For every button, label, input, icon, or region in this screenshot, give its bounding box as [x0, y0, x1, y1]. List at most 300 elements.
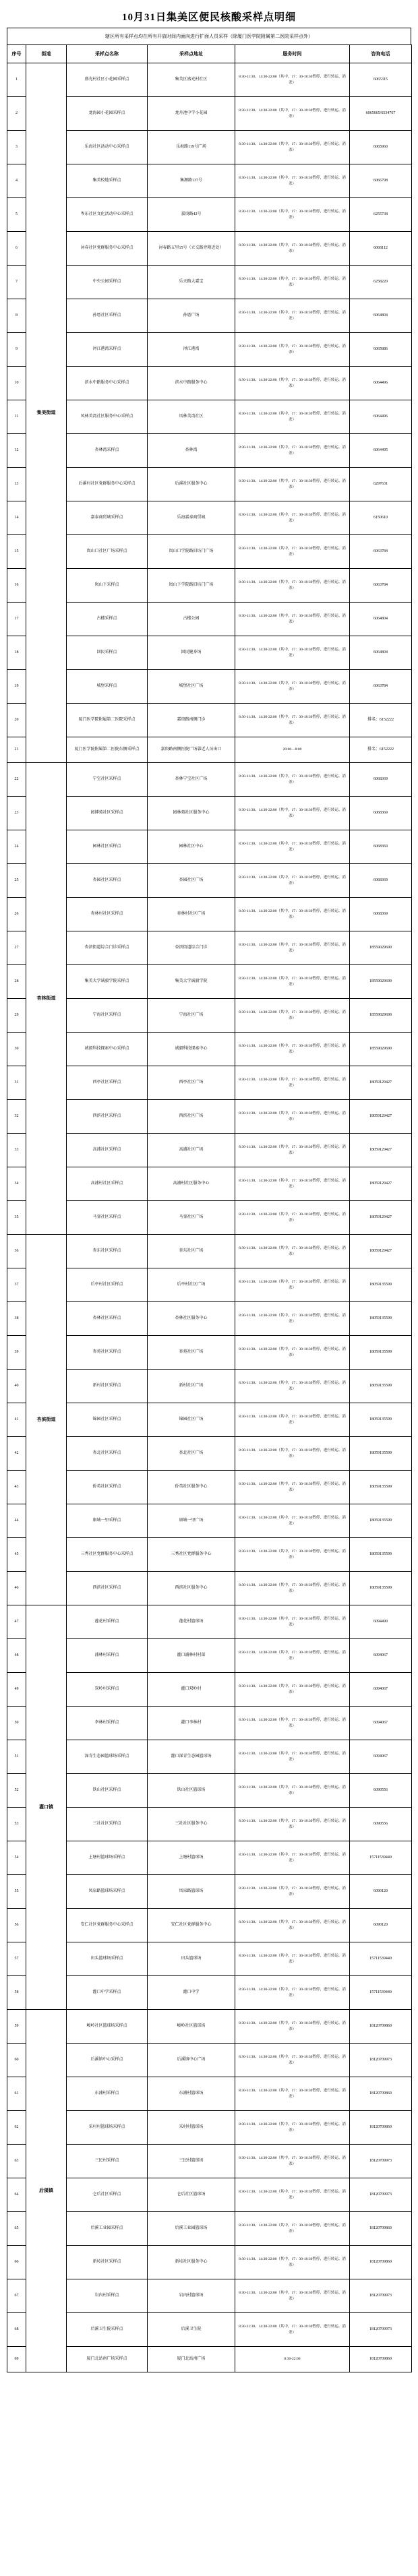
service-time: 8:30-11:30、14:30-22:00（其中，17：30-18:30暂停，进行转运、消杀） — [235, 670, 350, 704]
service-time: 8:30-22:00 — [235, 2347, 350, 2372]
row-number: 60 — [7, 2044, 26, 2077]
table-row — [7, 2111, 412, 2145]
row-number: 65 — [7, 2212, 26, 2246]
table-row — [7, 1100, 412, 1134]
table-row — [7, 1033, 412, 1066]
service-time: 8:30-11:30、14:30-22:00（其中，17：30-18:30暂停，进行转运、消杀） — [235, 468, 350, 501]
site-name: 上塘村篮球场采样点 — [67, 1841, 148, 1875]
table-row — [7, 603, 412, 636]
service-time: 8:30-11:30、14:30-22:00（其中，17：30-18:30暂停，进行转运、消杀） — [235, 704, 350, 737]
row-number: 36 — [7, 1235, 26, 1268]
service-time: 8:30-11:30、14:30-22:00（其中，17：30-18:30暂停，进行转运、消杀） — [235, 501, 350, 535]
phone-number: 6094490 — [350, 1605, 412, 1639]
col-header-phone: 咨询电话 — [350, 45, 412, 63]
phone-number: 6068112 — [350, 232, 412, 266]
phone-number: 18059129427 — [350, 1066, 412, 1100]
table-row — [7, 830, 412, 864]
table-row — [7, 1909, 412, 1942]
service-time: 8:30-11:30、14:30-22:00（其中，17：30-18:30暂停，进行转运、消杀） — [235, 1235, 350, 1268]
site-address: 岩内村篮球场 — [148, 2279, 235, 2313]
row-number: 28 — [7, 965, 26, 999]
table-row — [7, 468, 412, 501]
table-row — [7, 797, 412, 830]
row-number: 21 — [7, 737, 26, 763]
site-name: 后溪卫生院采样点 — [67, 2313, 148, 2347]
table-row — [7, 2178, 412, 2212]
table-row — [7, 1774, 412, 1808]
service-time: 8:30-11:30、14:30-22:00（其中，17：30-18:30暂停，进行转运、消杀） — [235, 2145, 350, 2178]
phone-number: 18559029690 — [350, 931, 412, 965]
site-name: 岩内村采样点 — [67, 2279, 148, 2313]
phone-number: 18120709860 — [350, 2246, 412, 2279]
service-time: 8:30-11:30、14:30-22:00（其中，17：30-18:30暂停，进行转运、消杀） — [235, 1100, 350, 1134]
table-row — [7, 864, 412, 898]
table-row — [7, 737, 412, 763]
table-row — [7, 1134, 412, 1167]
site-address: 杏苑社区广场 — [148, 1336, 235, 1370]
row-number: 37 — [7, 1268, 26, 1302]
site-name: 嘉泰商贸城采样点 — [67, 501, 148, 535]
table-row — [7, 1235, 412, 1268]
row-number: 7 — [7, 266, 26, 299]
site-address: 园林苑社区服务中心 — [148, 797, 235, 830]
table-body — [7, 63, 412, 2372]
site-name: 李林村采样点 — [67, 1707, 148, 1740]
table-row — [7, 97, 412, 131]
site-name: 峻岭社区篮球场采样点 — [67, 2010, 148, 2044]
service-time: 8:30-11:30、14:30-22:00（其中，17：30-18:30暂停，进行转运、消杀） — [235, 1437, 350, 1471]
phone-number: 18059129427 — [350, 1235, 412, 1268]
site-name: 安仁社区党群服务中心采样点 — [67, 1909, 148, 1942]
site-address: 后溪镇中心广场 — [148, 2044, 235, 2077]
site-name: 康城一里采样点 — [67, 1504, 148, 1538]
site-address: 仑后社区篮球场 — [148, 2178, 235, 2212]
site-address: 锦园社区广场 — [148, 1403, 235, 1437]
row-number: 10 — [7, 367, 26, 400]
site-address: 马銮社区广场 — [148, 1201, 235, 1235]
table-row — [7, 266, 412, 299]
site-address: 后溪社区服务中心 — [148, 468, 235, 501]
table-row — [7, 131, 412, 164]
street-name: 后溪镇 — [26, 2010, 67, 2372]
site-address: 园林社区中心 — [148, 830, 235, 864]
site-address: 杏林宁宝社区广场 — [148, 763, 235, 797]
service-time: 8:30-11:30、14:30-22:00（其中，17：30-18:30暂停，进行转运、消杀） — [235, 898, 350, 931]
row-number: 27 — [7, 931, 26, 965]
table-row — [7, 333, 412, 367]
site-name: 厦门医学院附属第二医院采样点 — [67, 704, 148, 737]
site-address: 西滨社区广场 — [148, 1100, 235, 1134]
row-number: 54 — [7, 1841, 26, 1875]
site-address: 岚山口学院路旧坊门广场 — [148, 535, 235, 569]
row-number: 29 — [7, 999, 26, 1033]
site-address: 杏北社区广场 — [148, 1437, 235, 1471]
phone-number: 6094067 — [350, 1707, 412, 1740]
site-address: 莲花村篮球场 — [148, 1605, 235, 1639]
phone-number: 6068369 — [350, 898, 412, 931]
site-address: 杏滨街道综合门诊 — [148, 931, 235, 965]
phone-number: 18059135599 — [350, 1504, 412, 1538]
site-name: 厦门北站南广场采样点 — [67, 2347, 148, 2372]
table-row — [7, 434, 412, 468]
row-number: 16 — [7, 569, 26, 603]
row-number: 53 — [7, 1808, 26, 1841]
row-number: 18 — [7, 636, 26, 670]
service-time: 8:30-11:30、14:30-22:00（其中，17：30-18:30暂停，进行转运、消杀） — [235, 232, 350, 266]
row-number: 43 — [7, 1471, 26, 1504]
site-name: 杏苑社区采样点 — [67, 1336, 148, 1370]
table-row — [7, 1471, 412, 1504]
table-row — [7, 1875, 412, 1909]
phone-number: 6090556 — [350, 1774, 412, 1808]
phone-number: 6090556 — [350, 1808, 412, 1841]
table-row — [7, 1302, 412, 1336]
table-row — [7, 2010, 412, 2044]
site-address: 三社社区服务中心 — [148, 1808, 235, 1841]
phone-number: 6297631 — [350, 468, 412, 501]
phone-number: 18059135599 — [350, 1403, 412, 1437]
table-row — [7, 965, 412, 999]
row-number: 56 — [7, 1909, 26, 1942]
service-time: 8:30-11:30、14:30-22:00（其中，17：30-18:30暂停，进行转运、消杀） — [235, 603, 350, 636]
row-number: 40 — [7, 1370, 26, 1403]
table-row — [7, 999, 412, 1033]
row-number: 13 — [7, 468, 26, 501]
service-time: 8:30-11:30、14:30-22:00（其中，17：30-18:30暂停，进行转运、消杀） — [235, 1201, 350, 1235]
phone-number: 18120709973 — [350, 2178, 412, 2212]
row-number: 19 — [7, 670, 26, 704]
phone-number: 18120709973 — [350, 2145, 412, 2178]
service-time: 8:30-11:30、14:30-22:00（其中，17：30-18:30暂停，进行转运、消杀） — [235, 1673, 350, 1707]
row-number: 46 — [7, 1572, 26, 1605]
site-address: 回民健身场 — [148, 636, 235, 670]
table-row — [7, 164, 412, 198]
site-address: 新垵社区服务中心 — [148, 2246, 235, 2279]
service-time: 8:30-11:30、14:30-22:00（其中，17：30-18:30暂停，进行转运、消杀） — [235, 367, 350, 400]
table-row — [7, 1538, 412, 1572]
phone-number: 6068369 — [350, 797, 412, 830]
table-row — [7, 1403, 412, 1437]
phone-number: 6063784 — [350, 535, 412, 569]
row-number: 20 — [7, 704, 26, 737]
service-time: 8:30-11:30、14:30-22:00（其中，17：30-18:30暂停，进行转运、消杀） — [235, 931, 350, 965]
row-number: 26 — [7, 898, 26, 931]
site-name: 滨水中路服务中心采样点 — [67, 367, 148, 400]
phone-number: 18120709860 — [350, 2111, 412, 2145]
table-row — [7, 1268, 412, 1302]
site-address: 铁山社区篮球场 — [148, 1774, 235, 1808]
table-row — [7, 1942, 412, 1976]
service-time: 8:30-11:30、14:30-22:00（其中，17：30-18:30暂停，进行转运、消杀） — [235, 299, 350, 333]
site-name: 后亭村社区采样点 — [67, 1268, 148, 1302]
phone-number: 18059129427 — [350, 1100, 412, 1134]
service-time: 8:30-11:30、14:30-22:00（其中，17：30-18:30暂停，进行转运、消杀） — [235, 2044, 350, 2077]
site-address: 灌口李林村 — [148, 1707, 235, 1740]
site-address: 峻岭社区篮球场 — [148, 2010, 235, 2044]
site-name: 西亭社区采样点 — [67, 1066, 148, 1100]
service-time: 8:30-11:30、14:30-22:00（其中，17：30-18:30暂停，进行转运、消杀） — [235, 1268, 350, 1302]
service-time: 8:30-11:30、14:30-22:00（其中，17：30-18:30暂停，进行转运、消杀） — [235, 1134, 350, 1167]
site-address: 乐天路大嘉宝 — [148, 266, 235, 299]
site-name: 后溪村社区党群服务中心采样点 — [67, 468, 148, 501]
row-number: 32 — [7, 1100, 26, 1134]
site-name: 乐海社区活动中心采样点 — [67, 131, 148, 164]
row-number: 61 — [7, 2077, 26, 2111]
site-address: 康城一里广场 — [148, 1504, 235, 1538]
service-time: 8:30-11:30、14:30-22:00（其中，17：30-18:30暂停，进行转运、消杀） — [235, 1538, 350, 1572]
table-row — [7, 1437, 412, 1471]
site-name: 浔江港湾采样点 — [67, 333, 148, 367]
phone-number: 6094067 — [350, 1740, 412, 1774]
site-address: 三民村篮球场 — [148, 2145, 235, 2178]
site-address: 后溪卫生院 — [148, 2313, 235, 2347]
site-address: 后亭村社区广场 — [148, 1268, 235, 1302]
site-address: 杏林村社区广场 — [148, 898, 235, 931]
service-time: 8:30-11:30、14:30-22:00（其中，17：30-18:30暂停，进行转运、消杀） — [235, 2178, 350, 2212]
phone-number: 6094067 — [350, 1673, 412, 1707]
site-name: 侨英社区采样点 — [67, 1471, 148, 1504]
row-number: 41 — [7, 1403, 26, 1437]
street-name: 集美街道 — [26, 63, 67, 763]
phone-number: 6094067 — [350, 1639, 412, 1673]
service-time: 20:00—8:00 — [235, 737, 350, 763]
site-name: 杏林湾采样点 — [67, 434, 148, 468]
service-time: 8:30-11:30、14:30-22:00（其中，17：30-18:30暂停，进行转运、消杀） — [235, 1605, 350, 1639]
site-address: 嘉庚路42号 — [148, 198, 235, 232]
phone-number: 6090120 — [350, 1909, 412, 1942]
table-row — [7, 299, 412, 333]
table-row — [7, 535, 412, 569]
row-number: 64 — [7, 2178, 26, 2212]
table-header-row — [7, 45, 412, 63]
phone-number: 6090120 — [350, 1875, 412, 1909]
row-number: 3 — [7, 131, 26, 164]
service-time: 8:30-11:30、14:30-22:00（其中，17：30-18:30暂停，进行转运、消杀） — [235, 830, 350, 864]
row-number: 1 — [7, 63, 26, 97]
site-name: 凤林美湾社区服务中心采样点 — [67, 400, 148, 434]
phone-number: 18120709973 — [350, 2279, 412, 2313]
service-time: 8:30-11:30、14:30-22:00（其中，17：30-18:30暂停，进行转运、消杀） — [235, 1740, 350, 1774]
service-time: 8:30-11:30、14:30-22:00（其中，17：30-18:30暂停，进行转运、消杀） — [235, 636, 350, 670]
site-address: 孙厝广场 — [148, 299, 235, 333]
service-time: 8:30-11:30、14:30-22:00（其中，17：30-18:30暂停，进行转运、消杀） — [235, 1942, 350, 1976]
phone-number: 6065315 — [350, 63, 412, 97]
table-row — [7, 2212, 412, 2246]
phone-number: 18559029690 — [350, 965, 412, 999]
row-number: 48 — [7, 1639, 26, 1673]
site-name: 岚山下采样点 — [67, 569, 148, 603]
site-name: 凤泉路篮球场采样点 — [67, 1875, 148, 1909]
phone-number: 6255738 — [350, 198, 412, 232]
site-name: 岑东社区文化活动中心采样点 — [67, 198, 148, 232]
row-number: 22 — [7, 763, 26, 797]
site-name: 园博苑社区采样点 — [67, 797, 148, 830]
service-time: 8:30-11:30、14:30-22:00（其中，17：30-18:30暂停，进行转运、消杀） — [235, 535, 350, 569]
row-number: 11 — [7, 400, 26, 434]
table-row — [7, 636, 412, 670]
table-row — [7, 2145, 412, 2178]
site-address: 浔江港湾 — [148, 333, 235, 367]
phone-number: 18120709860 — [350, 2010, 412, 2044]
col-header-site: 采样点名称 — [67, 45, 148, 63]
row-number: 39 — [7, 1336, 26, 1370]
site-name: 回民采样点 — [67, 636, 148, 670]
site-address: 采村村篮球场 — [148, 2111, 235, 2145]
service-time: 8:30-11:30、14:30-22:00（其中，17：30-18:30暂停，进行转运、消杀） — [235, 1403, 350, 1437]
phone-number: 18559029690 — [350, 1033, 412, 1066]
page-title: 10月31日集美区便民核酸采样点明细 — [121, 12, 296, 23]
row-number: 45 — [7, 1538, 26, 1572]
phone-number: 18120709973 — [350, 2044, 412, 2077]
site-name: 新垵社区采样点 — [67, 2246, 148, 2279]
table-row — [7, 1976, 412, 2010]
site-address: 嘉庚路南侧门诊 — [148, 704, 235, 737]
phone-number: 6064496 — [350, 400, 412, 434]
table-row — [7, 2077, 412, 2111]
phone-number: 18120709860 — [350, 2347, 412, 2372]
table-row — [7, 2347, 412, 2372]
street-name: 杏滨街道 — [26, 1235, 67, 1605]
service-time: 8:30-11:30、14:30-22:00（其中，17：30-18:30暂停，进行转运、消杀） — [235, 434, 350, 468]
site-address: 灌口双岭村 — [148, 1673, 235, 1707]
site-name: 马銮社区采样点 — [67, 1201, 148, 1235]
phone-number: 18059135599 — [350, 1471, 412, 1504]
service-time: 8:30-11:30、14:30-22:00（其中，17：30-18:30暂停，进行转运、消杀） — [235, 266, 350, 299]
row-number: 59 — [7, 2010, 26, 2044]
site-name: 龙海园小花园采样点 — [67, 97, 148, 131]
row-number: 4 — [7, 164, 26, 198]
phone-number: 18120709860 — [350, 2212, 412, 2246]
row-number: 30 — [7, 1033, 26, 1066]
table-row — [7, 1336, 412, 1370]
site-name: 西滨社区采样点 — [67, 1100, 148, 1134]
row-number: 62 — [7, 2111, 26, 2145]
service-time: 8:30-11:30、14:30-22:00（其中，17：30-18:30暂停，进行转运、消杀） — [235, 1066, 350, 1100]
table-row — [7, 400, 412, 434]
service-time: 8:30-11:30、14:30-22:00（其中，17：30-18:30暂停，进行转运、消杀） — [235, 1909, 350, 1942]
service-time: 8:30-11:30、14:30-22:00（其中，17：30-18:30暂停，进行转运、消杀） — [235, 2010, 350, 2044]
site-address: 凤林美湾社区 — [148, 400, 235, 434]
service-time: 8:30-11:30、14:30-22:00（其中，17：30-18:30暂停，进行转运、消杀） — [235, 400, 350, 434]
site-name: 集美校地采样点 — [67, 164, 148, 198]
table-row — [7, 2279, 412, 2313]
row-number: 9 — [7, 333, 26, 367]
site-address: 乐海嘉泰商贸城 — [148, 501, 235, 535]
service-time: 8:30-11:30、14:30-22:00（其中，17：30-18:30暂停，进行转运、消杀） — [235, 1774, 350, 1808]
phone-number: 15711539440 — [350, 1841, 412, 1875]
col-header-address: 采样点地址 — [148, 45, 235, 63]
service-time: 8:30-11:30、14:30-22:00（其中，17：30-18:30暂停，进行转运、消杀） — [235, 1639, 350, 1673]
site-address: 厦门北站南广场 — [148, 2347, 235, 2372]
site-name: 锦园社区采样点 — [67, 1403, 148, 1437]
table-row — [7, 931, 412, 965]
site-name: 铁山社区采样点 — [67, 1774, 148, 1808]
site-address: 岚山下学院路旧坊门广场 — [148, 569, 235, 603]
phone-number: 18059135599 — [350, 1437, 412, 1471]
site-name: 古楼采样点 — [67, 603, 148, 636]
site-name: 仑后社区采样点 — [67, 2178, 148, 2212]
table-row — [7, 898, 412, 931]
site-name: 西滨社区采样点 — [67, 1572, 148, 1605]
site-address: 田头篮球场 — [148, 1942, 235, 1976]
row-number: 44 — [7, 1504, 26, 1538]
phone-number: 18059129427 — [350, 1134, 412, 1167]
table-row — [7, 1707, 412, 1740]
service-time: 8:30-11:30、14:30-22:00（其中，17：30-18:30暂停，进行转运、消杀） — [235, 2077, 350, 2111]
service-time: 8:30-11:30、14:30-22:00（其中，17：30-18:30暂停，进行转运、消杀） — [235, 2246, 350, 2279]
row-number: 49 — [7, 1673, 26, 1707]
site-name: 孙厝社区采样点 — [67, 299, 148, 333]
site-name: 三社社区采样点 — [67, 1808, 148, 1841]
phone-number: 6150610 — [350, 501, 412, 535]
row-number: 51 — [7, 1740, 26, 1774]
service-time: 8:30-11:30、14:30-22:00（其中，17：30-18:30暂停，进行转运、消杀） — [235, 1875, 350, 1909]
service-time: 8:30-11:30、14:30-22:00（其中，17：30-18:30暂停，进行转运、消杀） — [235, 198, 350, 232]
service-time: 8:30-11:30、14:30-22:00（其中，17：30-18:30暂停，进行转运、消杀） — [235, 131, 350, 164]
site-address: 安仁社区党群服务中心 — [148, 1909, 235, 1942]
table-row — [7, 1066, 412, 1100]
table-row — [7, 1167, 412, 1201]
phone-number: 6064804 — [350, 636, 412, 670]
phone-number: 18059135599 — [350, 1302, 412, 1336]
site-name: 岚山口社区广场采样点 — [67, 535, 148, 569]
service-time: 8:30-11:30、14:30-22:00（其中，17：30-18:30暂停，进行转运、消杀） — [235, 1370, 350, 1403]
service-time: 8:30-11:30、14:30-22:00（其中，17：30-18:30暂停，进行转运、消杀） — [235, 1808, 350, 1841]
row-number: 68 — [7, 2313, 26, 2347]
service-time: 8:30-11:30、14:30-22:00（其中，17：30-18:30暂停，进行转运、消杀） — [235, 1471, 350, 1504]
phone-number: 排名：6152222 — [350, 704, 412, 737]
site-name: 中央公园采样点 — [67, 266, 148, 299]
service-time: 8:30-11:30、14:30-22:00（其中，17：30-18:30暂停，进行转运、消杀） — [235, 164, 350, 198]
row-number: 52 — [7, 1774, 26, 1808]
row-number: 31 — [7, 1066, 26, 1100]
row-number: 55 — [7, 1875, 26, 1909]
table-row — [7, 763, 412, 797]
service-time: 8:30-11:30、14:30-22:00（其中，17：30-18:30暂停，进行转运、消杀） — [235, 1504, 350, 1538]
site-address: 灌口深青生态园篮球场 — [148, 1740, 235, 1774]
site-address: 灌口中学 — [148, 1976, 235, 2010]
phone-number: 6064804 — [350, 603, 412, 636]
phone-number: 6065665/6534767 — [350, 97, 412, 131]
phone-number: 18120709973 — [350, 2313, 412, 2347]
table-row — [7, 1673, 412, 1707]
row-number: 2 — [7, 97, 26, 131]
service-time: 8:30-11:30、14:30-22:00（其中，17：30-18:30暂停，进行转运、消杀） — [235, 1302, 350, 1336]
site-name: 三秀社区党群服务中心采样点 — [67, 1538, 148, 1572]
site-address: 集美区盛光村社区 — [148, 63, 235, 97]
row-number: 63 — [7, 2145, 26, 2178]
service-time: 8:30-11:30、14:30-22:00（其中，17：30-18:30暂停，进行转运、消杀） — [235, 333, 350, 367]
service-time: 8:30-11:30、14:30-22:00（其中，17：30-18:30暂停，进行转运、消杀） — [235, 97, 350, 131]
service-time: 8:30-11:30、14:30-22:00（其中，17：30-18:30暂停，进行转运、消杀） — [235, 1572, 350, 1605]
service-time: 8:30-11:30、14:30-22:00（其中，17：30-18:30暂停，进行转运、消杀） — [235, 1033, 350, 1066]
page — [7, 0, 411, 2372]
site-address: 城堡社区广场 — [148, 670, 235, 704]
service-time: 8:30-11:30、14:30-22:00（其中，17：30-18:30暂停，进行转运、消杀） — [235, 965, 350, 999]
table-row — [7, 1808, 412, 1841]
phone-number: 18559029690 — [350, 999, 412, 1033]
site-address: 浔春路五里15号（立交路旁附近处） — [148, 232, 235, 266]
table-row — [7, 1605, 412, 1639]
table-row — [7, 232, 412, 266]
phone-number: 6068369 — [350, 763, 412, 797]
col-header-time: 服务时间 — [235, 45, 350, 63]
phone-number: 6063784 — [350, 569, 412, 603]
site-address: 龙舟池中学小花园 — [148, 97, 235, 131]
phone-number: 18059135599 — [350, 1572, 412, 1605]
site-address: 灌口浦林村村部 — [148, 1639, 235, 1673]
site-name: 莲花村采样点 — [67, 1605, 148, 1639]
